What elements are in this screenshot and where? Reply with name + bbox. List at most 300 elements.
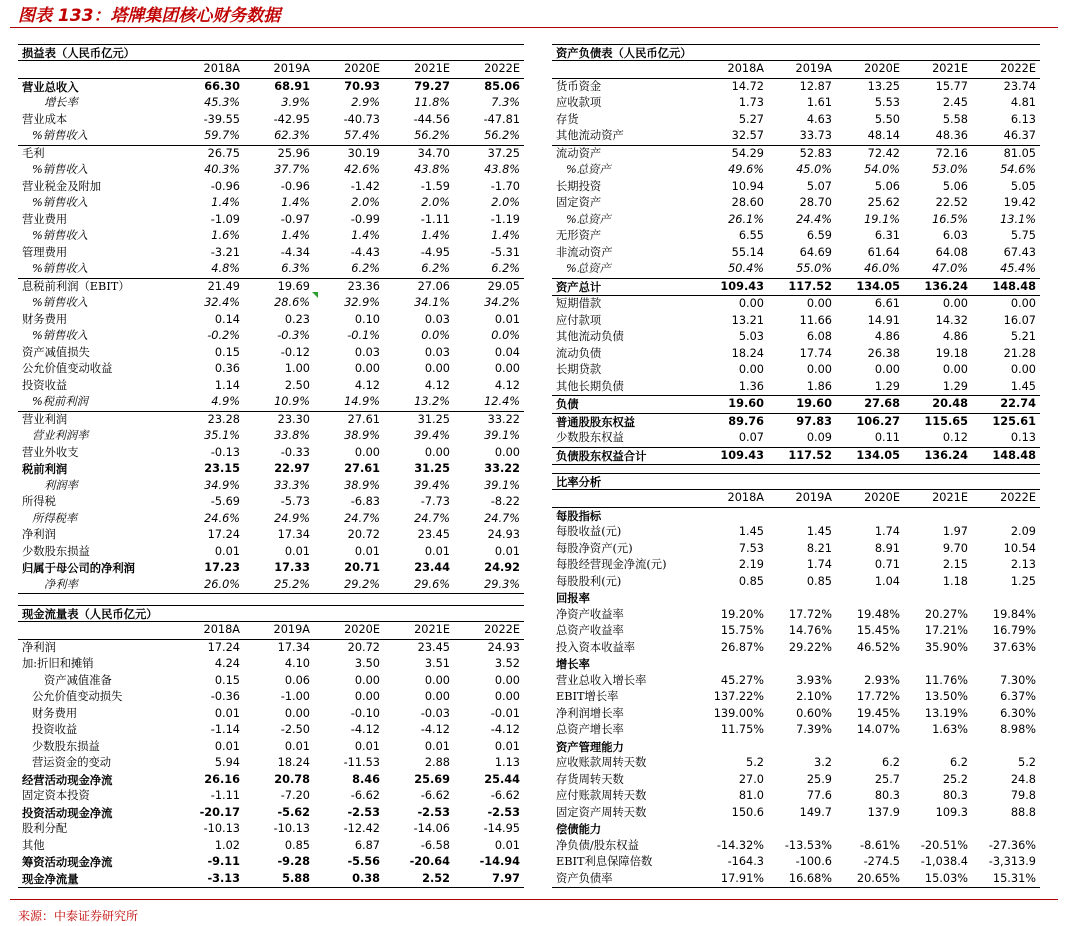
row-label: %销售收入 xyxy=(32,296,88,310)
row-value: -1.11 xyxy=(420,212,450,226)
table-row xyxy=(18,673,524,690)
row-value: 1.4% xyxy=(421,229,450,243)
row-value: -3,313.9 xyxy=(988,855,1036,869)
row-value: 3.9% xyxy=(281,96,310,110)
row-value: 0.00 xyxy=(806,363,832,377)
row-value: 0.00 xyxy=(354,690,380,704)
row-value: 24.7% xyxy=(484,511,520,525)
row-value: 8.46 xyxy=(352,772,380,786)
table-row xyxy=(552,128,1040,145)
year-header: 2019A xyxy=(768,61,836,79)
row-label: 流动负债 xyxy=(556,346,602,360)
row-value: -0.96 xyxy=(210,179,240,193)
ratio-analysis-table xyxy=(552,473,1040,888)
row-label: 所得税率 xyxy=(32,511,78,525)
row-value: 1.00 xyxy=(284,362,310,376)
table-row xyxy=(18,394,524,411)
ratio-group-row xyxy=(552,590,1040,607)
row-value: 17.91% xyxy=(700,871,768,888)
year-header-row xyxy=(18,61,524,79)
row-value: 14.76% xyxy=(788,624,832,638)
row-value: 33.8% xyxy=(274,429,310,443)
row-value: 19.42 xyxy=(1003,196,1036,210)
row-value: -4.12 xyxy=(420,723,450,737)
row-value: 0.00 xyxy=(424,445,450,459)
row-value: 0.85 xyxy=(738,574,764,588)
row-label: 固定资本投资 xyxy=(22,789,90,803)
table-row xyxy=(18,788,524,805)
row-value: 1.29 xyxy=(836,379,904,396)
row-label: 流动资产 xyxy=(556,146,602,160)
table-row xyxy=(18,461,524,478)
row-value: 0.00 xyxy=(874,363,900,377)
row-label: 营业利润 xyxy=(22,412,68,426)
row-value: 33.22 xyxy=(487,412,520,426)
year-header-row xyxy=(552,61,1040,79)
row-value: -14.95 xyxy=(483,822,520,836)
row-value: 2.0% xyxy=(491,196,520,210)
row-value: 59.7% xyxy=(174,128,244,145)
row-value: 0.00 xyxy=(424,673,450,687)
year-header: 2018A xyxy=(700,61,768,79)
row-value: 15.77 xyxy=(935,79,968,93)
section-heading-row xyxy=(18,45,524,61)
row-value: 109.43 xyxy=(700,278,768,296)
row-value: 28.6% xyxy=(274,296,310,310)
row-value: -14.32% xyxy=(716,838,764,852)
row-value: 25.44 xyxy=(484,772,520,786)
year-header: 2022E xyxy=(454,61,524,79)
row-value: -0.99 xyxy=(350,212,380,226)
row-value: 39.4% xyxy=(414,429,450,443)
row-value: 6.08 xyxy=(806,330,832,344)
table-row xyxy=(18,445,524,462)
row-value: 0.14 xyxy=(214,312,240,326)
row-value: 13.1% xyxy=(1000,212,1036,226)
row-value: 23.45 xyxy=(417,528,450,542)
row-value: 1.02 xyxy=(214,838,240,852)
row-value: 20.78 xyxy=(274,772,310,786)
row-value: 14.91 xyxy=(867,313,900,327)
row-value: -164.3 xyxy=(727,855,764,869)
row-value: -3.13 xyxy=(174,871,244,888)
row-value: 6.30% xyxy=(1000,706,1036,720)
row-value: 18.24 xyxy=(277,756,310,770)
row-value: 23.28 xyxy=(207,412,240,426)
year-header: 2019A xyxy=(244,622,314,640)
row-value: 0.01 xyxy=(354,739,380,753)
row-value: 48.36 xyxy=(904,128,972,145)
row-value: 19.45% xyxy=(856,706,900,720)
row-value: 2.15 xyxy=(942,558,968,572)
year-header: 2018A xyxy=(174,622,244,640)
row-label: 每股股利(元) xyxy=(556,574,622,588)
row-value: 6.13 xyxy=(1010,112,1036,126)
table-row xyxy=(18,411,524,428)
row-label: 应付款项 xyxy=(556,313,602,327)
row-value: 24.8 xyxy=(1010,772,1036,786)
row-label: %销售收入 xyxy=(18,128,174,145)
row-value: 20.65% xyxy=(836,871,904,888)
table-row xyxy=(18,328,524,345)
row-value: 20.72 xyxy=(347,640,380,654)
row-label: 长期投资 xyxy=(556,179,602,193)
row-value: 0.06 xyxy=(284,673,310,687)
row-value: 0.09 xyxy=(768,430,836,447)
row-value: -6.62 xyxy=(350,789,380,803)
row-label: 短期借款 xyxy=(556,297,602,311)
row-value: 26.75 xyxy=(207,146,240,160)
table-row xyxy=(552,162,1040,179)
table-row xyxy=(552,329,1040,346)
row-value: 97.83 xyxy=(796,414,832,428)
row-value: 24.6% xyxy=(204,511,240,525)
row-value: 56.2% xyxy=(454,128,524,145)
row-value: 0.10 xyxy=(354,312,380,326)
row-value: -2.53 xyxy=(417,805,450,819)
section-heading-row xyxy=(552,474,1040,490)
row-value: -0.96 xyxy=(280,179,310,193)
row-label: 资产负债率 xyxy=(552,871,700,888)
row-value: -5.69 xyxy=(210,495,240,509)
table-row xyxy=(552,212,1040,229)
year-header: 2018A xyxy=(174,61,244,79)
row-value: 39.1% xyxy=(484,429,520,443)
row-value: 1.36 xyxy=(700,379,768,396)
table-row xyxy=(552,755,1040,772)
row-label: EBIT利息保障倍数 xyxy=(556,855,653,869)
row-value: 0.00 xyxy=(1010,297,1036,311)
year-header: 2020E xyxy=(314,622,384,640)
row-value: -27.36% xyxy=(988,838,1036,852)
row-value: 20.48 xyxy=(904,396,972,414)
row-value: 19.20% xyxy=(720,607,764,621)
row-value: 33.22 xyxy=(484,462,520,476)
row-value: 47.0% xyxy=(904,261,972,278)
table-row xyxy=(552,112,1040,129)
row-value: 2.9% xyxy=(351,96,380,110)
row-value: 34.1% xyxy=(414,296,450,310)
row-value: 6.2% xyxy=(384,261,454,278)
row-value: 5.88 xyxy=(244,871,314,888)
row-value: 38.9% xyxy=(344,478,380,492)
row-label: 固定资产 xyxy=(556,196,602,210)
row-value: 6.2% xyxy=(454,261,524,278)
row-value: -47.81 xyxy=(483,112,520,126)
row-value: 148.48 xyxy=(972,278,1040,296)
table-row xyxy=(552,245,1040,262)
row-value: 148.48 xyxy=(972,447,1040,465)
row-value: 26.87% xyxy=(720,640,764,654)
row-value: 0.01 xyxy=(494,838,520,852)
row-value: 0.0% xyxy=(421,329,450,343)
row-value: 4.63 xyxy=(806,112,832,126)
row-value: -0.10 xyxy=(350,706,380,720)
row-value: 137.22% xyxy=(713,690,764,704)
row-value: -12.42 xyxy=(343,822,380,836)
row-value: 0.00 xyxy=(494,362,520,376)
row-value: 3.50 xyxy=(354,657,380,671)
row-value: 4.8% xyxy=(174,261,244,278)
row-value: 39.1% xyxy=(484,478,520,492)
row-value: -20.64 xyxy=(409,855,450,869)
row-value: 66.30 xyxy=(204,79,240,93)
row-value: 54.0% xyxy=(864,163,900,177)
row-value: 0.11 xyxy=(836,430,904,447)
row-value: 1.04 xyxy=(874,574,900,588)
row-value: 0.07 xyxy=(700,430,768,447)
year-header: 2021E xyxy=(384,622,454,640)
table-row xyxy=(552,673,1040,690)
ratio-group-title: 每股指标 xyxy=(556,508,602,523)
row-label: 归属于母公司的净利润 xyxy=(22,561,135,576)
row-value: 117.52 xyxy=(768,278,836,296)
row-value: 24.93 xyxy=(487,528,520,542)
table-row xyxy=(552,261,1040,278)
row-value: 64.69 xyxy=(799,245,832,259)
row-value: -6.83 xyxy=(350,495,380,509)
row-label: 管理费用 xyxy=(22,245,68,259)
table-row xyxy=(552,278,1040,296)
row-label: 财务费用 xyxy=(22,312,68,326)
row-value: 15.45% xyxy=(856,624,900,638)
table-row xyxy=(552,78,1040,95)
row-label: 其他流动负债 xyxy=(556,330,624,344)
row-value: 8.98% xyxy=(1000,723,1036,737)
row-label: 现金净流量 xyxy=(18,871,174,888)
year-header: 2022E xyxy=(972,490,1040,508)
row-value: 137.9 xyxy=(867,805,900,819)
row-value: -1.42 xyxy=(350,179,380,193)
row-value: -100.6 xyxy=(795,855,832,869)
year-header: 2018A xyxy=(700,490,768,508)
row-value: 28.60 xyxy=(731,196,764,210)
row-value: 0.01 xyxy=(424,544,450,558)
year-header: 2021E xyxy=(384,61,454,79)
row-value: 17.34 xyxy=(277,528,310,542)
row-label: 净资产收益率 xyxy=(556,607,624,621)
row-value: 81.0 xyxy=(738,789,764,803)
row-value: 5.53 xyxy=(874,96,900,110)
row-value: 16.79% xyxy=(992,624,1036,638)
table-row xyxy=(18,212,524,229)
row-value: 20.72 xyxy=(347,528,380,542)
row-label: 筹资活动现金净流 xyxy=(22,855,113,870)
row-label: 财务费用 xyxy=(32,706,78,720)
year-header: 2020E xyxy=(836,490,904,508)
row-value: 15.31% xyxy=(972,871,1040,888)
table-row xyxy=(18,428,524,445)
table-row xyxy=(18,261,524,278)
row-label: 每股收益(元) xyxy=(556,525,622,539)
row-value: -4.12 xyxy=(490,723,520,737)
row-value: 12.87 xyxy=(799,79,832,93)
row-value: 11.8% xyxy=(414,96,450,110)
row-value: 27.06 xyxy=(417,279,450,293)
row-label: %总资产 xyxy=(566,212,611,226)
row-value: 19.60 xyxy=(768,396,836,414)
row-value: 14.72 xyxy=(731,79,764,93)
row-value: 1.4% xyxy=(211,196,240,210)
row-value: 13.25 xyxy=(867,79,900,93)
row-label: 普通股股东权益 xyxy=(556,414,636,429)
year-header: 2020E xyxy=(314,61,384,79)
row-value: 24.4% xyxy=(796,212,832,226)
row-value: 1.63% xyxy=(932,723,968,737)
table-row xyxy=(552,379,1040,396)
row-value: 6.2 xyxy=(950,756,968,770)
row-value: -0.3% xyxy=(277,329,310,343)
row-value: -10.13 xyxy=(273,822,310,836)
row-value: -1,038.4 xyxy=(920,855,968,869)
header-blank xyxy=(552,490,700,508)
row-value: 19.69 xyxy=(277,279,310,293)
row-value: 20.27% xyxy=(924,607,968,621)
row-value: 6.2 xyxy=(882,756,900,770)
row-value: 5.03 xyxy=(738,330,764,344)
row-value: -5.73 xyxy=(280,495,310,509)
row-label: 每股净资产(元) xyxy=(556,541,633,555)
row-value: 0.00 xyxy=(942,297,968,311)
table-row xyxy=(552,805,1040,822)
row-value: 6.31 xyxy=(874,229,900,243)
row-value: 0.00 xyxy=(354,362,380,376)
row-value: 4.9% xyxy=(174,394,244,411)
table-row xyxy=(18,95,524,112)
row-value: -0.2% xyxy=(207,329,240,343)
row-label: 存货 xyxy=(556,112,579,126)
row-value: 1.45 xyxy=(972,379,1040,396)
row-value: 29.22% xyxy=(788,640,832,654)
row-value: 0.03 xyxy=(424,345,450,359)
table-row xyxy=(18,639,524,656)
row-value: 53.0% xyxy=(932,163,968,177)
row-value: 0.13 xyxy=(972,430,1040,447)
row-value: 11.76% xyxy=(924,673,968,687)
row-value: 22.52 xyxy=(935,196,968,210)
row-value: 25.69 xyxy=(414,772,450,786)
table-row xyxy=(18,361,524,378)
row-label: 毛利 xyxy=(22,146,45,160)
row-value: -14.94 xyxy=(479,855,520,869)
row-value: 17.72% xyxy=(788,607,832,621)
row-value: 14.9% xyxy=(314,394,384,411)
row-value: 25.2 xyxy=(942,772,968,786)
row-label: %总资产 xyxy=(566,163,611,177)
title-rule xyxy=(10,27,1058,28)
row-value: 7.97 xyxy=(454,871,524,888)
row-value: 5.50 xyxy=(874,112,900,126)
table-row xyxy=(18,312,524,329)
row-value: -20.17 xyxy=(199,805,240,819)
table-row xyxy=(552,313,1040,330)
row-value: 5.2 xyxy=(746,756,764,770)
row-label: 负债 xyxy=(552,396,700,414)
row-value: 149.7 xyxy=(799,805,832,819)
row-label: 营业成本 xyxy=(22,112,68,126)
row-value: 1.18 xyxy=(942,574,968,588)
table-row xyxy=(18,805,524,822)
row-value: 23.74 xyxy=(1003,79,1036,93)
row-value: -1.14 xyxy=(210,723,240,737)
row-value: 0.60% xyxy=(796,706,832,720)
row-label: 投资收益 xyxy=(22,378,68,392)
row-label: 投资收益 xyxy=(32,723,78,737)
row-label: %销售收入 xyxy=(32,229,88,243)
row-value: 0.85 xyxy=(806,574,832,588)
row-label: 增长率 xyxy=(44,96,78,110)
row-value: 10.9% xyxy=(244,394,314,411)
row-value: 5.07 xyxy=(806,179,832,193)
row-value: 23.15 xyxy=(204,462,240,476)
row-value: 22.97 xyxy=(274,462,310,476)
row-value: -6.62 xyxy=(490,789,520,803)
row-value: 7.3% xyxy=(491,96,520,110)
table-row xyxy=(18,838,524,855)
year-header: 2019A xyxy=(768,490,836,508)
row-value: 7.53 xyxy=(738,541,764,555)
row-value: 17.74 xyxy=(799,346,832,360)
row-value: -5.31 xyxy=(490,245,520,259)
row-value: 88.8 xyxy=(1010,805,1036,819)
row-value: -39.55 xyxy=(203,112,240,126)
row-value: 134.05 xyxy=(836,447,904,465)
row-value: -4.34 xyxy=(280,245,310,259)
row-value: 6.2% xyxy=(314,261,384,278)
table-row xyxy=(18,345,524,362)
row-value: -0.12 xyxy=(280,345,310,359)
row-value: 80.3 xyxy=(874,789,900,803)
table-row xyxy=(18,560,524,577)
row-value: 1.45 xyxy=(806,525,832,539)
table-row xyxy=(18,511,524,528)
row-value: 1.97 xyxy=(942,525,968,539)
table-row xyxy=(552,574,1040,591)
row-value: -13.53% xyxy=(784,838,832,852)
row-value: 19.18 xyxy=(935,346,968,360)
row-label: 净负债/股东权益 xyxy=(556,838,639,852)
year-header: 2020E xyxy=(836,61,904,79)
row-value: 0.00 xyxy=(354,673,380,687)
row-value: 117.52 xyxy=(768,447,836,465)
row-value: 35.90% xyxy=(924,640,968,654)
row-value: 19.48% xyxy=(856,607,900,621)
row-value: 1.4% xyxy=(491,229,520,243)
table-row xyxy=(18,854,524,871)
row-value: -274.5 xyxy=(863,855,900,869)
table-row xyxy=(18,755,524,772)
row-value: 13.19% xyxy=(924,706,968,720)
table-row xyxy=(552,706,1040,723)
row-value: 0.01 xyxy=(424,739,450,753)
table-row xyxy=(552,179,1040,196)
table-row xyxy=(552,362,1040,379)
row-label: %销售收入 xyxy=(32,163,88,177)
row-value: 3.51 xyxy=(424,657,450,671)
row-value: 136.24 xyxy=(904,278,972,296)
row-value: 3.2 xyxy=(814,756,832,770)
row-value: 2.13 xyxy=(1010,558,1036,572)
year-header: 2021E xyxy=(904,61,972,79)
ratio-group-row xyxy=(552,507,1040,524)
row-value: 0.36 xyxy=(214,362,240,376)
row-label: %销售收入 xyxy=(32,329,88,343)
table-row xyxy=(552,228,1040,245)
row-value: 0.00 xyxy=(806,297,832,311)
row-value: 10.94 xyxy=(731,179,764,193)
table-row xyxy=(18,245,524,262)
row-value: 16.07 xyxy=(1003,313,1036,327)
